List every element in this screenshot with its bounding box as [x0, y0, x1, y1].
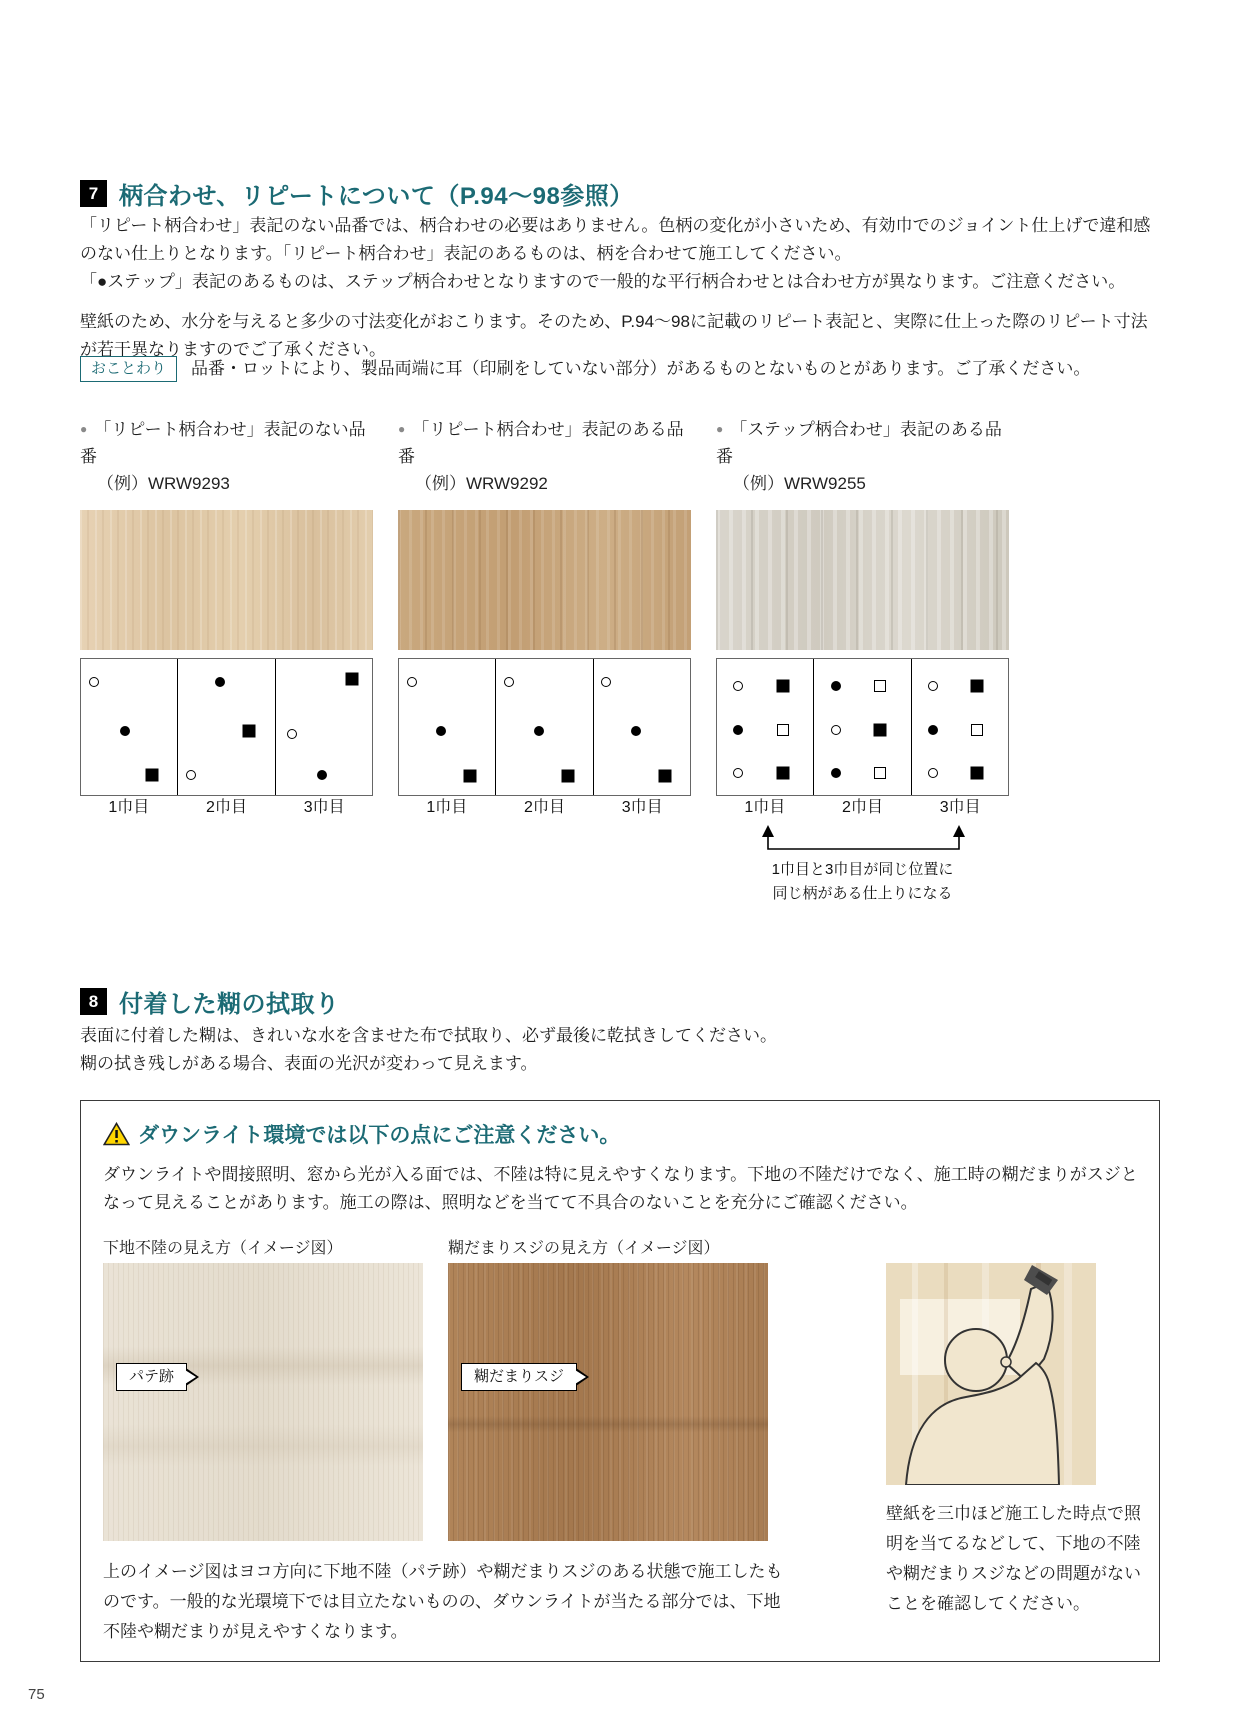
bullet-icon: ● [80, 422, 88, 436]
paragraph-text: 表面に付着した糊は、きれいな水を含ませた布で拭取り、必ず最後に乾拭きしてください。 [80, 1026, 777, 1045]
sample-column-repeat [398, 416, 691, 820]
pattern-symbol-os [777, 724, 789, 736]
disclaimer-row [80, 356, 1162, 382]
width-labels [716, 796, 1009, 820]
width-label: 3巾目 [303, 799, 345, 816]
pattern-symbol-os [874, 680, 886, 692]
diagram-panel [717, 659, 813, 795]
diagram-panel [275, 659, 372, 795]
pattern-symbol-oc [831, 725, 841, 735]
pattern-symbol-fc [831, 681, 841, 691]
pattern-symbol-fs [971, 767, 984, 780]
width-label: 2巾目 [524, 799, 565, 816]
step-note-line: 1巾目と3巾目が同じ位置に [771, 861, 954, 878]
sample-label [716, 416, 1009, 470]
pattern-symbol-fs [345, 673, 358, 686]
pattern-symbol-oc [928, 768, 938, 778]
wallpaper-sample-image [80, 510, 373, 650]
warning-title-text: ダウンライト環境では以下の点にご注意ください。 [138, 1124, 621, 1147]
pattern-symbol-fs [464, 769, 477, 782]
sample-example: （例）WRW9292 [415, 474, 548, 493]
bullet-icon: ● [716, 422, 724, 436]
pattern-symbol-fc [733, 725, 743, 735]
pattern-diagram [716, 658, 1009, 796]
bottom-explanation-text: 上のイメージ図はヨコ方向に下地不陸（パテ跡）や糊だまりスジのある状態で施工したものです。一般的な光環境下では目立たないものの、ダウンライトが当たる部分では、下地不陸や糊だまりが見えやすくなります。 [103, 1562, 783, 1641]
diagram-panel [495, 659, 592, 795]
downlight-warning-box [80, 1100, 1160, 1662]
diagram-panel [399, 659, 495, 795]
width-label: 2巾目 [842, 799, 883, 816]
page-number: 75 [28, 1686, 45, 1703]
pattern-symbol-fc [631, 726, 641, 736]
step-note [716, 858, 1009, 906]
pattern-diagram [80, 658, 373, 796]
pattern-symbol-fs [873, 723, 886, 736]
section8-number-badge: 8 [80, 988, 107, 1015]
disclaimer-badge: おことわり [80, 356, 177, 382]
wallpaper-sample-image [716, 510, 1009, 650]
width-labels [398, 796, 691, 820]
installer-flashlight-illustration [886, 1263, 1096, 1485]
sample-example: （例）WRW9293 [97, 474, 230, 493]
sample-label [398, 416, 691, 470]
pattern-symbol-oc [733, 681, 743, 691]
width-label: 3巾目 [939, 799, 981, 816]
pattern-symbol-fs [561, 769, 574, 782]
section7-paragraph1 [80, 212, 1162, 296]
disclaimer-text: 品番・ロットにより、製品両端に耳（印刷をしていない部分）があるものとないものとがあります。ご了承ください。 [191, 359, 1091, 378]
section7-title: 柄合わせ、リピートについて（P.94～98参照） [119, 183, 634, 210]
bullet-icon: ● [398, 422, 406, 436]
span-arrow-graphic [716, 822, 1009, 854]
pattern-symbol-fc [215, 677, 225, 687]
step-note-line: 同じ柄がある仕上りになる [772, 885, 953, 902]
pattern-symbol-os [874, 767, 886, 779]
width-labels [80, 796, 373, 820]
sample-column-step [716, 416, 1009, 906]
pattern-symbol-fs [776, 680, 789, 693]
paragraph-text: 糊の拭き残しがある場合、表面の光沢が変わって見えます。 [80, 1054, 538, 1073]
section8-paragraph [80, 1022, 1162, 1078]
pattern-symbol-fs [242, 725, 255, 738]
diagram-panel [81, 659, 177, 795]
sample-label-text: 「リピート柄合わせ」表記のある品番 [398, 420, 684, 466]
caption-paste-streak: 糊だまりスジの見え方（イメージ図） [448, 1240, 720, 1257]
paragraph-text: 「●ステップ」表記のあるものは、ステップ柄合わせとなりますので一般的な平行柄合わせとは合わせ方が異なります。ご注意ください。 [80, 272, 1126, 291]
warning-body: ダウンライトや間接照明、窓から光が入る面では、不陸は特に見えやすくなります。下地の不陸だけでなく、施工時の糊だまりがスジとなって見えることがあります。施工の際は、照明などを当てて不具合のないことを充分にご確認ください。 [103, 1165, 1138, 1212]
pattern-symbol-fs [658, 769, 671, 782]
pattern-symbol-fs [971, 680, 984, 693]
diagram-panel [911, 659, 1008, 795]
pattern-symbol-fs [146, 768, 159, 781]
pattern-symbol-oc [504, 677, 514, 687]
width-label: 2巾目 [206, 799, 247, 816]
diagram-panel [177, 659, 274, 795]
pattern-symbol-oc [186, 770, 196, 780]
substrate-unevenness-image [103, 1263, 423, 1541]
sample-column-no-repeat [80, 416, 373, 820]
diagram-panel [813, 659, 910, 795]
pattern-symbol-fc [317, 770, 327, 780]
caption-substrate: 下地不陸の見え方（イメージ図） [103, 1240, 343, 1257]
width-label: 1巾目 [426, 799, 468, 816]
pattern-symbol-fs [776, 767, 789, 780]
sample-example: （例）WRW9255 [733, 474, 866, 493]
right-column-text: 壁紙を三巾ほど施工した時点で照明を当てるなどして、下地の不陸や糊だまりスジなどの問題がないことを確認してください。 [886, 1504, 1141, 1613]
wallpaper-sample-image [398, 510, 691, 650]
pattern-symbol-oc [407, 677, 417, 687]
pattern-symbol-oc [287, 729, 297, 739]
putty-mark-callout: パテ跡 [116, 1363, 187, 1391]
sample-label-text: 「リピート柄合わせ」表記のない品番 [80, 420, 366, 466]
pattern-symbol-oc [928, 681, 938, 691]
sample-label [80, 416, 373, 470]
pattern-symbol-fc [928, 725, 938, 735]
sample-label-text: 「ステップ柄合わせ」表記のある品番 [716, 420, 1002, 466]
pattern-symbol-os [971, 724, 983, 736]
pattern-symbol-fc [120, 726, 130, 736]
section8-header [80, 984, 340, 1019]
paragraph-text: 壁紙のため、水分を与えると多少の寸法変化がおこります。そのため、P.94～98に記載のリピート表記と、実際に仕上った際のリピート寸法が若干異なりますのでご了承ください。 [80, 312, 1148, 359]
width-label: 1巾目 [744, 799, 786, 816]
section8-title: 付着した糊の拭取り [119, 991, 340, 1018]
warning-triangle-icon [103, 1122, 130, 1146]
pattern-symbol-fc [534, 726, 544, 736]
diagram-panel [593, 659, 690, 795]
pattern-symbol-oc [733, 768, 743, 778]
width-label: 1巾目 [108, 799, 150, 816]
section7-number-badge: 7 [80, 180, 107, 207]
pattern-symbol-oc [601, 677, 611, 687]
pattern-symbol-oc [89, 677, 99, 687]
pattern-symbol-fc [831, 768, 841, 778]
width-label: 3巾目 [621, 799, 663, 816]
pattern-symbol-fc [436, 726, 446, 736]
section7-header [80, 176, 634, 211]
pattern-diagram [398, 658, 691, 796]
warning-title-row [103, 1119, 620, 1149]
paste-streak-callout: 糊だまりスジ [461, 1363, 577, 1391]
paste-streak-image [448, 1263, 768, 1541]
paragraph-text: 「リピート柄合わせ」表記のない品番では、柄合わせの必要はありません。色柄の変化が小さいため、有効巾でのジョイント仕上げで違和感のない仕上りとなります。「リピート柄合わせ」表記のあるものは、柄を合わせて施工してください。 [80, 216, 1151, 263]
